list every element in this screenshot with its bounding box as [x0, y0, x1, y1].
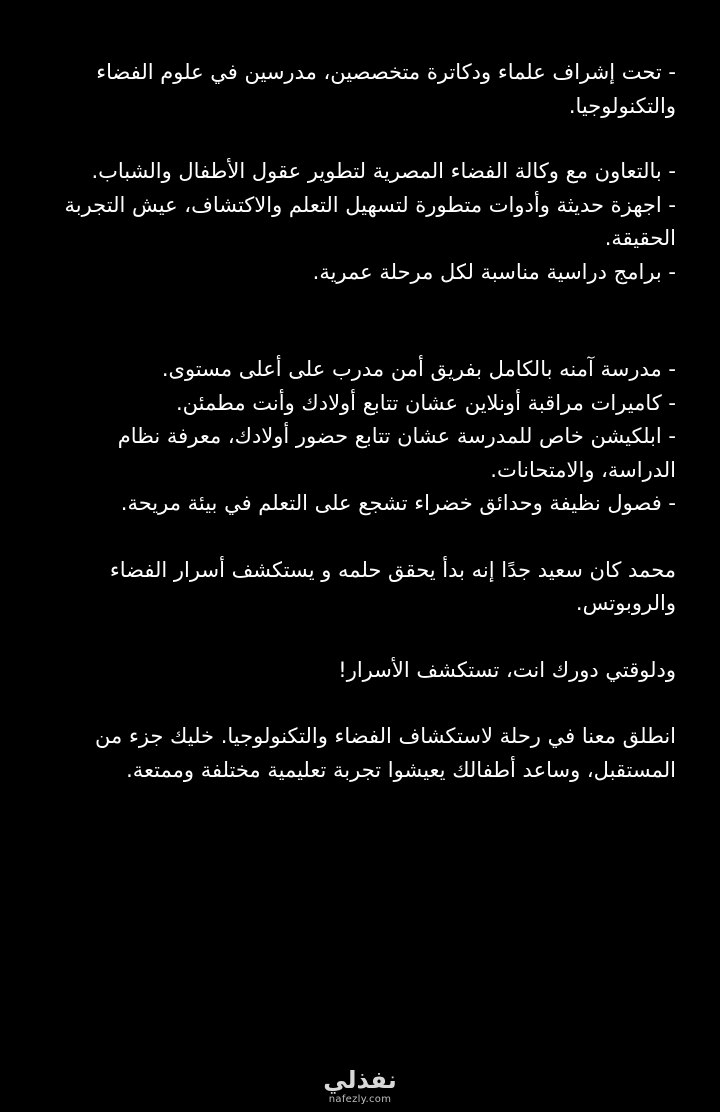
post-line: - بالتعاون مع وكالة الفضاء المصرية لتطوير عقول الأطفال والشباب. [91, 159, 676, 183]
post-line: - كاميرات مراقبة أونلاين عشان تتابع أولادك وأنت مطمئن. [176, 390, 676, 415]
post-line: - ابلكيشن خاص للمدرسة عشان تتابع حضور أولادك، معرفة نظام الدراسة، والامتحانات. [117, 424, 676, 482]
spacer [44, 621, 676, 654]
post-line: - فصول نظيفة وحدائق خضراء تشجع على التعلم في بيئة مريحة. [120, 491, 676, 515]
post-paragraph: محمد كان سعيد جدًا إنه بدأ يحقق حلمه و يستكشف أسرار الفضاء والروبوتس. [109, 557, 676, 615]
post-line: - اجهزة حديثة وأدوات متطورة لتسهيل التعلم والاكتشاف، عيش التجربة الحقيقة. [64, 192, 676, 250]
post-line: - مدرسة آمنه بالكامل بفريق أمن مدرب على أعلى مستوى. [161, 357, 676, 381]
watermark-url: nafezly.com [328, 1094, 392, 1105]
spacer [44, 521, 676, 554]
spacer [44, 289, 676, 353]
spacer [44, 123, 676, 155]
watermark [0, 1066, 720, 1106]
spacer [44, 687, 676, 720]
post-paragraph: انطلق معنا في رحلة لاستكشاف الفضاء والتكنولوجيا. خليك جزء من المستقبل، وساعد أطفالك يعيشوا تجربة تعليمية مختلفة وممتعة. [95, 724, 676, 782]
watermark-logo: نفذلي [323, 1066, 397, 1094]
post-line: - تحت إشراف علماء ودكاترة متخصصين، مدرسين في علوم الفضاء والتكنولوجيا. [96, 60, 676, 118]
post-line: - برامج دراسية مناسبة لكل مرحلة عمرية. [312, 259, 676, 284]
post-paragraph: ودلوقتي دورك انت، تستكشف الأسرار! [338, 657, 676, 682]
